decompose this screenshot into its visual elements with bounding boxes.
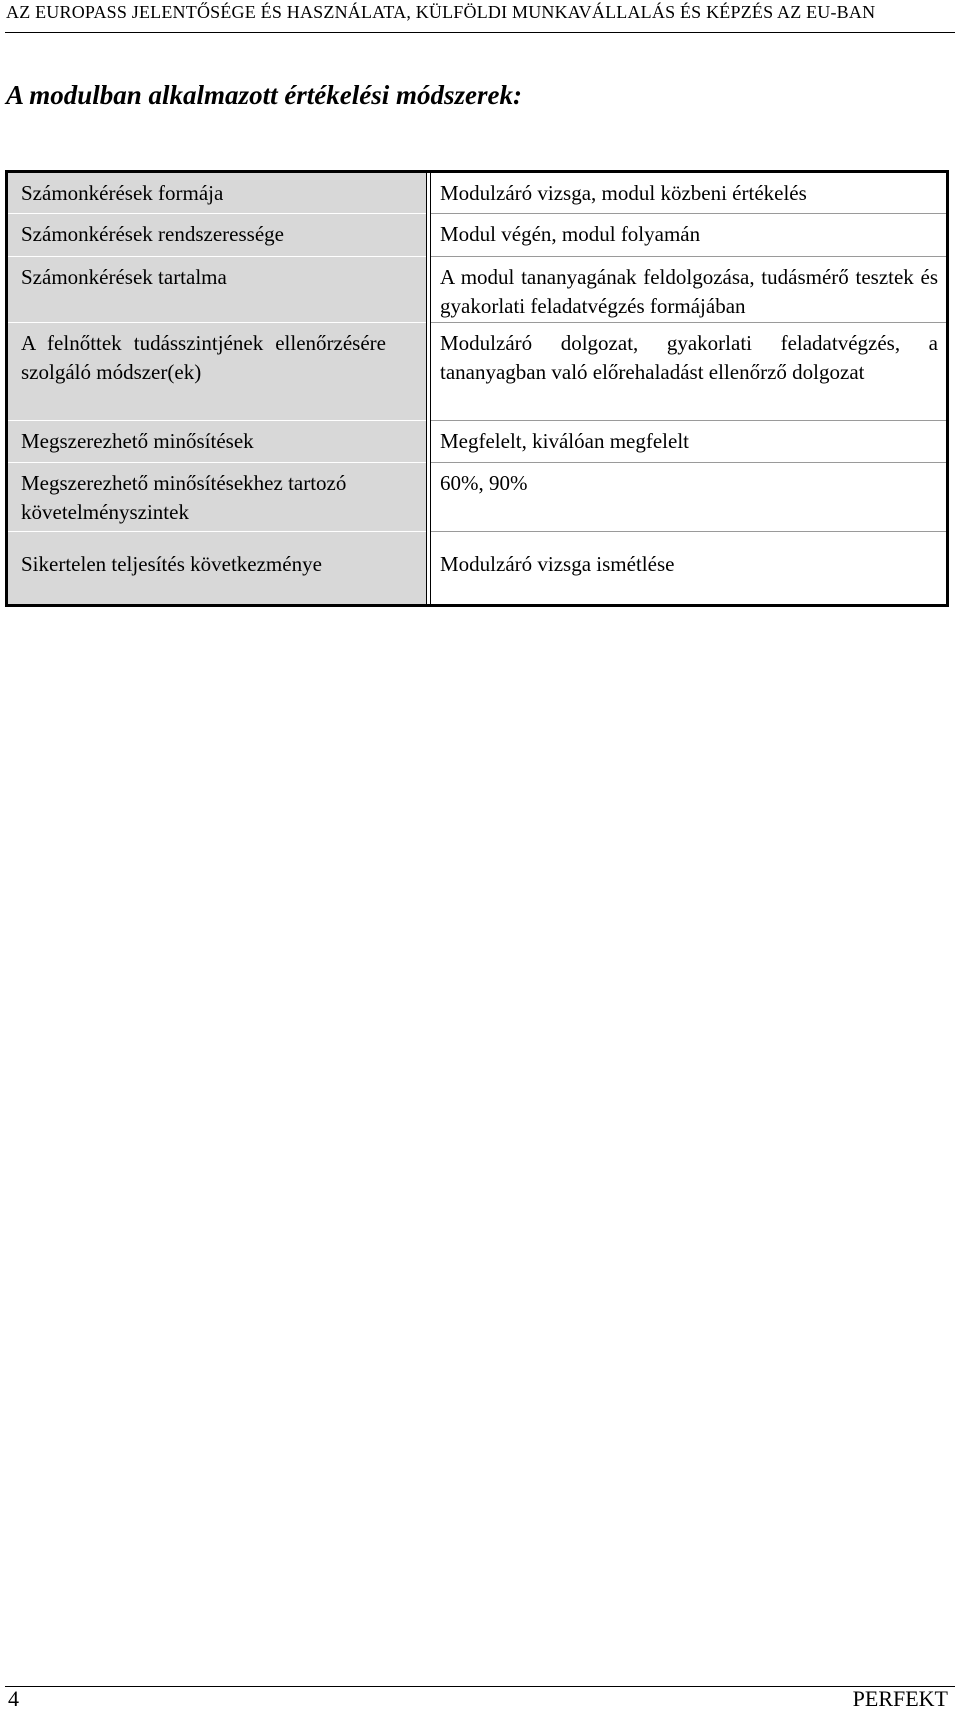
table-row-label: Megszerezhető minősítések — [8, 420, 426, 462]
page-number: 4 — [8, 1686, 19, 1711]
table-row-value: Modulzáró dolgozat, gyakorlati feladatvégzés, a tananyagban való előrehaladást ellenőrző dolgozat — [431, 322, 946, 420]
table-row-value: Megfelelt, kiválóan megfelelt — [431, 420, 946, 462]
table-row-value: Modulzáró vizsga ismétlése — [431, 531, 946, 604]
table-row-label: Számonkérések tartalma — [8, 256, 426, 322]
footer-publication: PERFEKT — [852, 1686, 948, 1711]
table-row-label: Számonkérések rendszeressége — [8, 213, 426, 256]
table-row-value: Modulzáró vizsga, modul közbeni értékelés — [431, 173, 946, 213]
table-row-value: A modul tananyagának feldolgozása, tudásmérő tesztek és gyakorlati feladatvégzés formájában — [431, 256, 946, 322]
table-row-label: Megszerezhető minősítésekhez tartozó követelményszintek — [8, 462, 426, 531]
table-row-label: Számonkérések formája — [8, 173, 426, 213]
evaluation-methods-table — [5, 170, 949, 607]
table-row-label: Sikertelen teljesítés következménye — [8, 531, 426, 604]
table-row-label: A felnőttek tudásszintjének ellenőrzésére szolgáló módszer(ek) — [8, 322, 426, 420]
running-header: AZ EUROPASS JELENTŐSÉGE ÉS HASZNÁLATA, KÜLFÖLDI MUNKAVÁLLALÁS ÉS KÉPZÉS AZ EU-BAN — [6, 2, 876, 22]
footer-rule — [5, 1686, 955, 1687]
column-divider — [426, 173, 431, 604]
header-rule — [5, 32, 955, 33]
section-title: A modulban alkalmazott értékelési módszerek: — [6, 80, 523, 110]
table-row-value: 60%, 90% — [431, 462, 946, 531]
table-row-value: Modul végén, modul folyamán — [431, 213, 946, 256]
